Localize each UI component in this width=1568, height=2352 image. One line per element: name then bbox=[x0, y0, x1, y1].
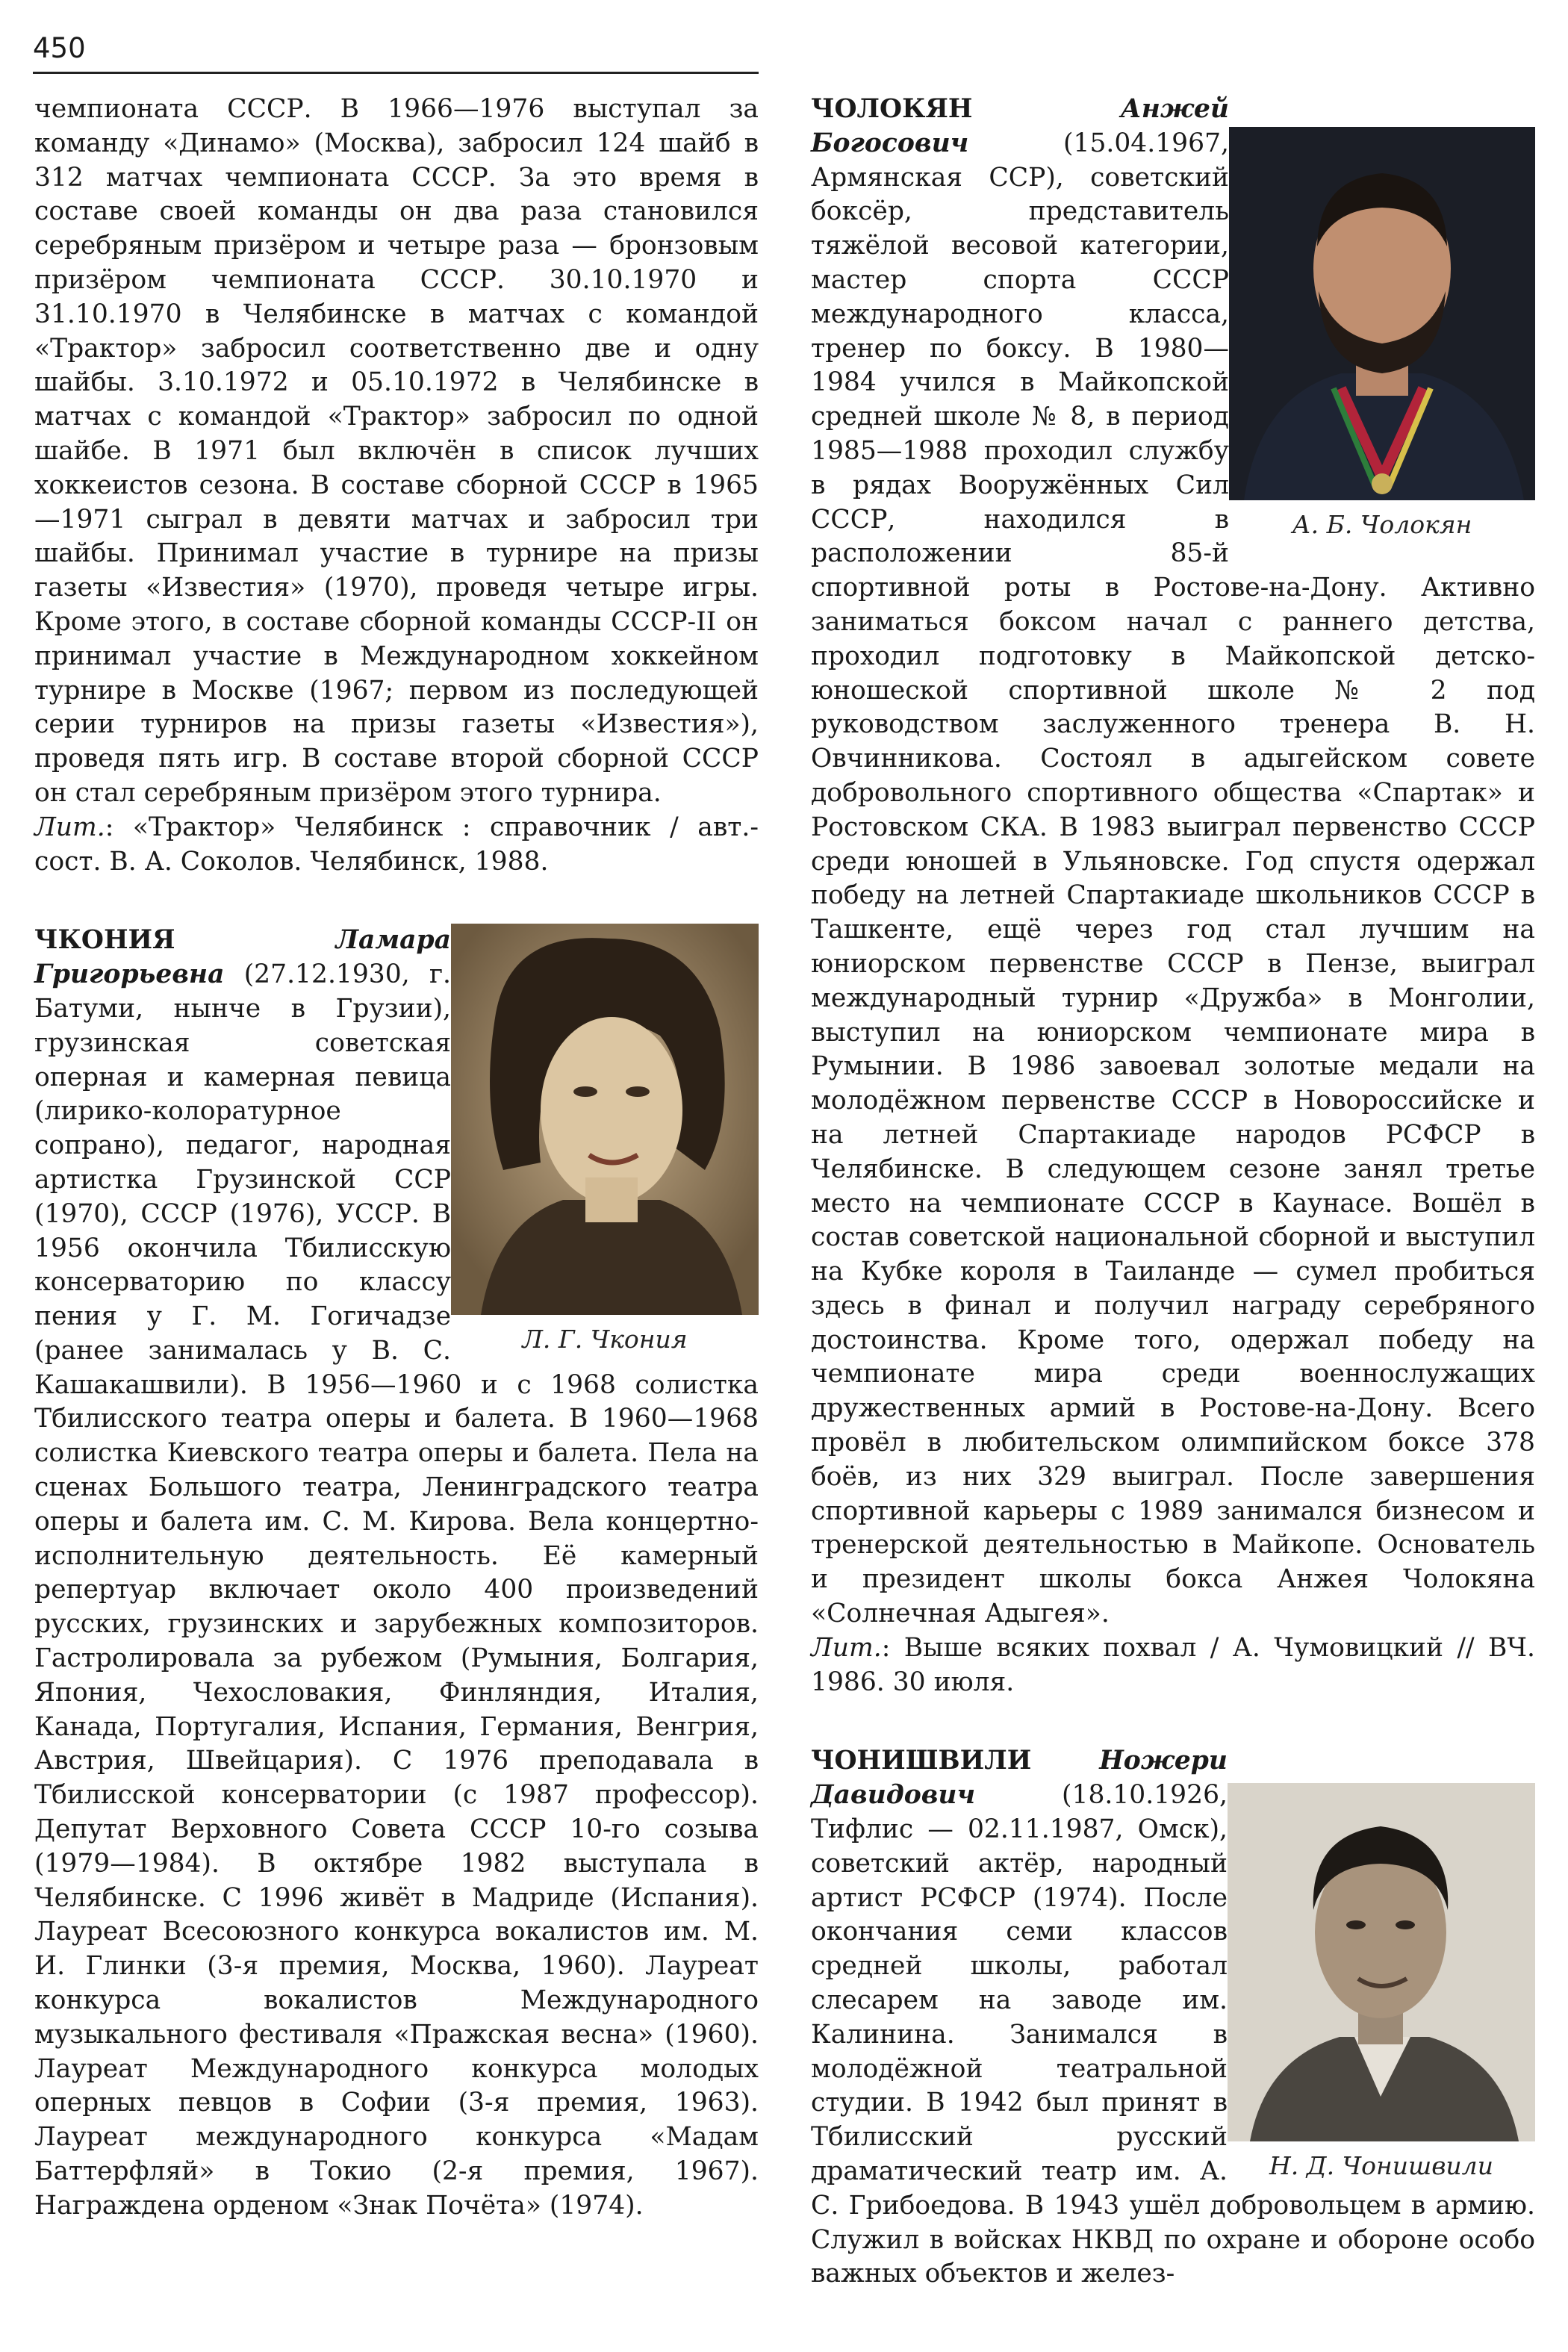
literature-text: : Выше всяких похвал / А. Чумовицкий // ВЧ. 1986. 30 июля. bbox=[811, 1632, 1535, 1697]
right-column bbox=[811, 93, 1535, 2292]
continuation-literature bbox=[34, 811, 759, 880]
entry-cholokyan bbox=[811, 93, 1535, 1699]
entry-given-names: Ламара Григорьевна bbox=[34, 925, 451, 990]
entry-surname: ЧКОНИЯ bbox=[34, 925, 175, 956]
header-rule bbox=[33, 72, 759, 74]
photo-chkoniya bbox=[451, 924, 759, 1357]
portrait-drawing bbox=[451, 924, 759, 1315]
literature-label: Лит. bbox=[34, 812, 105, 842]
portrait-image bbox=[1228, 1783, 1535, 2141]
photo-caption: Н. Д. Чонишвили bbox=[1269, 2151, 1493, 2181]
photo-chonishvili bbox=[1228, 1783, 1535, 2183]
entry-body: (15.04.1967, Армянская ССР), советский боксёр, представитель тяжёлой весовой категории, мастер спорта СССР международного класса, тренер по боксу. В 1980—1984 учился в Майкопской средней школе № 8, в период 1985—1988 проходил службу в рядах Вооружённых Сил СССР, находился в расположении 85-й спортивной роты в Ростове-на-Дону. Активно заниматься боксом начал с раннего детства, проходил подготовку в Майкопской детско-юношеской спортивной школе № 2 под руководством заслуженного тренера В. Н. Овчинникова. Состоял в адыгейском совете добровольного спортивного общества «Спартак» и Ростовском СКА. В 1983 выиграл первенство СССР среди юношей в Ульяновске. Год спустя одержал победу на летней Спартакиаде школьников СССР в Ташкенте, ещё через год стал лучшим на юниорском первенстве СССР в Пензе, выиграл международный турнир «Дружба» в Монголии, выступил на юниорском чемпионате мира в Румынии. В 1986 завоевал золотые медали на молодёжном первенстве СССР в Новороссийске и на летней Спартакиаде народов РСФСР в Челябинске. В следующем сезоне занял третье место на чемпионате СССР в Каунасе. Вошёл в состав советской национальной сборной и выступил на Кубке короля в Таиланде — сумел пробиться здесь в финал и получил награду серебряного достоинства. Кроме того, одержал победу на чемпионате мира среди военнослужащих дружественных армий в Ростове-на-Дону. Всего провёл в любительском олимпийском боксе 378 боёв, из них 329 выиграл. После завершения спортивной карьеры с 1989 занимался бизнесом и тренерской деятельностью в Майкопе. Основатель и президент школы бокса Анжея Чолокяна «Солнечная Адыгея». bbox=[811, 128, 1535, 1629]
page-number: 450 bbox=[33, 32, 86, 64]
portrait-image bbox=[451, 924, 759, 1315]
literature-text: : «Трактор» Челябинск : справочник / авт.-сост. В. А. Соколов. Челябинск, 1988. bbox=[34, 812, 759, 877]
portrait-image bbox=[1229, 127, 1535, 500]
left-column bbox=[34, 93, 759, 2224]
portrait-drawing bbox=[1228, 1783, 1535, 2141]
entry-chonishvili bbox=[811, 1744, 1535, 2292]
entry-given-names: Анжей Богосович bbox=[811, 94, 1229, 158]
entry-body: (18.10.1926, Тифлис — 02.11.1987, Омск), советский актёр, народный артист РСФСР (1974). После окончания семи классов средней школы, работал слесарем на заводе им. Калинина. Занимался в молодёжной театральной студии. В 1942 был принят в Тбилисский русский драматический театр им. А. С. Грибоедова. В 1943 ушёл добровольцем в армию. Служил в войсках НКВД по охране и обороне особо важных объектов и желез- bbox=[811, 1780, 1535, 2289]
entry-literature bbox=[811, 1631, 1535, 1700]
continuation-text: чемпионата СССР. В 1966—1976 выступал за команду «Динамо» (Москва), забросил 124 шайб в 312 матчах чемпионата СССР. За это время в составе своей команды он два раза становился серебряным призёром и четыре раза — бронзовым призёром чемпионата СССР. 30.10.1970 и 31.10.1970 в Челябинске в матчах с командой «Трактор» забросил соответственно две и одну шайбы. 3.10.1972 и 05.10.1972 в Челябинске в матчах с командой «Трактор» забросил по одной шайбе. В 1971 был включён в список лучших хоккеистов сезона. В составе сборной СССР в 1965—1971 сыграл в девяти матчах и забросил три шайбы. Принимал участие в турнире на призы газеты «Известия» (1970), проведя четыре игры. Кроме этого, в составе сборной команды СССР-II он принимал участие в Международном хоккейном турнире в Москве (1967; первом из последующей серии турниров на призы газеты «Известия»), проведя пять игр. В составе второй сборной СССР он стал серебряным призёром этого турнира. bbox=[34, 94, 759, 808]
photo-caption: А. Б. Чолокян bbox=[1292, 510, 1472, 539]
entry-surname: ЧОНИШВИЛИ bbox=[811, 1746, 1032, 1776]
entry-given-names: Ножери Давидович bbox=[811, 1746, 1228, 1811]
literature-label: Лит. bbox=[811, 1632, 882, 1663]
portrait-drawing bbox=[1229, 127, 1535, 500]
photo-caption: Л. Г. Чкония bbox=[522, 1325, 688, 1354]
entry-chkoniya bbox=[34, 924, 759, 2223]
entry-body: (27.12.1930, г. Батуми, нынче в Грузии), грузинская советская оперная и камерная певица (лирико-колоратурное сопрано), педагог, народная артистка Грузинской ССР (1970), СССР (1976), УССР. В 1956 окончила Тбилисскую консерваторию по классу пения у Г. М. Гогичадзе (ранее занималась у В. С. Кашакашвили). В 1956—1960 и с 1968 солистка Тбилисского театра оперы и балета. В 1960—1968 солистка Киевского театра оперы и балета. Пела на сценах Большого театра, Ленинградского театра оперы и балета им. С. М. Кирова. Вела концертно-исполнительную деятельность. Её камерный репертуар включает около 400 произведений русских, грузинских и зарубежных композиторов. Гастролировала за рубежом (Румыния, Болгария, Япония, Чехословакия, Финляндия, Италия, Канада, Португалия, Испания, Германия, Венгрия, Австрия, Швейцария). С 1976 преподавала в Тбилисской консерватории (с 1987 профессор). Депутат Верховного Совета СССР 10-го созыва (1979—1984). В октябре 1982 выступала в Челябинске. С 1996 живёт в Мадриде (Испания). Лауреат Всесоюзного конкурса вокалистов им. М. И. Глинки (3-я премия, Москва, 1960). Лауреат конкурса вокалистов Международного музыкального фестиваля «Пражская весна» (1960). Лауреат Международного конкурса молодых оперных певцов в Софии (3-я премия, 1963). Лауреат международного конкурса «Мадам Баттерфляй» в Токио (2-я премия, 1967). Награждена орденом «Знак Почёта» (1974). bbox=[34, 959, 759, 2221]
photo-cholokyan bbox=[1229, 127, 1535, 542]
entry-surname: ЧОЛОКЯН bbox=[811, 94, 973, 124]
